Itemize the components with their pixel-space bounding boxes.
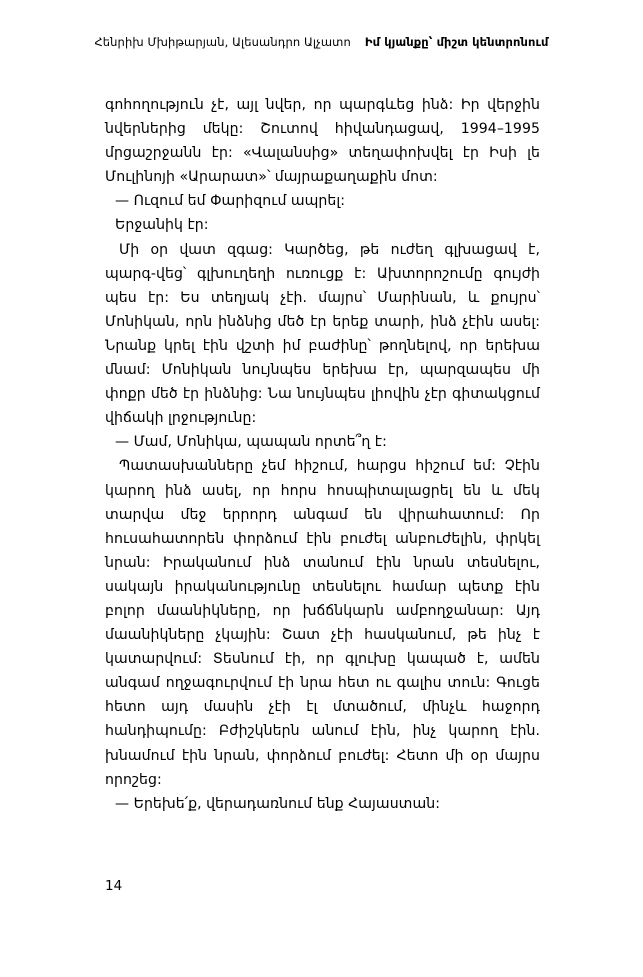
header-book-title: Իմ կյանքը՝ միշտ կենտրոնում: [364, 35, 549, 49]
page-number: 14: [105, 878, 123, 894]
running-header: [0, 36, 643, 50]
paragraph-continuation: գոհողություն չէ, այլ նվեր, որ պարգևեց ինձ: Իր վերջին նվերներից մեկը: Շուտով հիվանդացավ, 1994–1995 մրցաշրջանն էր: «Վալանսից» տեղափոխվել էր Իսի լե Մուլինոյի «Արարատ»՝ մայրաքաղաքին մոտ:: [105, 97, 540, 186]
paragraph-dialogue-2: — Մամ, Մոնիկա, պապան որտե՞ղ է:: [115, 434, 387, 451]
header-authors: Հենրիխ Մխիթարյան, Ալեսանդրո Ալչատո: [94, 35, 351, 49]
body-text-column: [105, 93, 540, 816]
paragraph-dialogue-3: — Երեխե՛ք, վերադառնում ենք Հայաստան:: [115, 795, 441, 812]
paragraph-dialogue-1: — Ուզում եմ Փարիզում ապրել:: [115, 193, 346, 210]
paragraph-short-statement: Երջանիկ էր:: [115, 217, 209, 234]
paragraph-narrative-2: Պատասխանները չեմ հիշում, հարցս հիշում եմ: Չէին կարող ինձ ասել, որ հորս հոսպիտալացրել են և մեկ տարվա մեջ երրորդ անգամ են վիրահատում: Որ հուսահատորեն փորձում էին բուժել անբուժելին, փրկել նրան: Իրականում ինձ տանում էին նրան տեսնելու, սակայն իրականությունը տեսնելու համար պետք էին բոլոր մաանիկները, որ խճճնկարն ամբողջանար: Այդ մաանիկները չկային: Շատ չէի հասկանում, թե ինչ է կատարվում: Տեսնում էի, որ գլուխը կապած է, ամեն անգամ ողջագուրվում էի նրա հետ ու գալիս տուն: Գուցե հետո այդ մասին չէի էլ մտածում, մինչև հաջորդ հանդիպումը: Բժիշկներն անում էին, ինչ կարող էին. խնամում էին նրան, փորձում բուժել: Հետո մի օր մայրս որոշեց:: [105, 458, 540, 788]
paragraph-narrative-1: Մի օր վատ զգաց: Կարծեց, թե ուժեղ գլխացավ է, պարգ-վեց՝ գլխուղեղի ուռուցք է: Ախտորոշումը գույժի պես էր: Ես տեղյակ չէի. մայրս՝ Մարինան, և քույրս՝ Մոնիկան, որն ինձնից մեծ էր երեք տարի, ինձ չէին ասել: Նրանք կրել էին վշտի իմ բաժինը՝ թողնելով, որ երեխա մնամ: Մոնիկան նույնպես երեխա էր, պարզապես մի փոքր մեծ էր ինձնից: Նա նույնպես լիովին չէր գիտակցում վիճակի լրջությունը:: [105, 241, 540, 427]
